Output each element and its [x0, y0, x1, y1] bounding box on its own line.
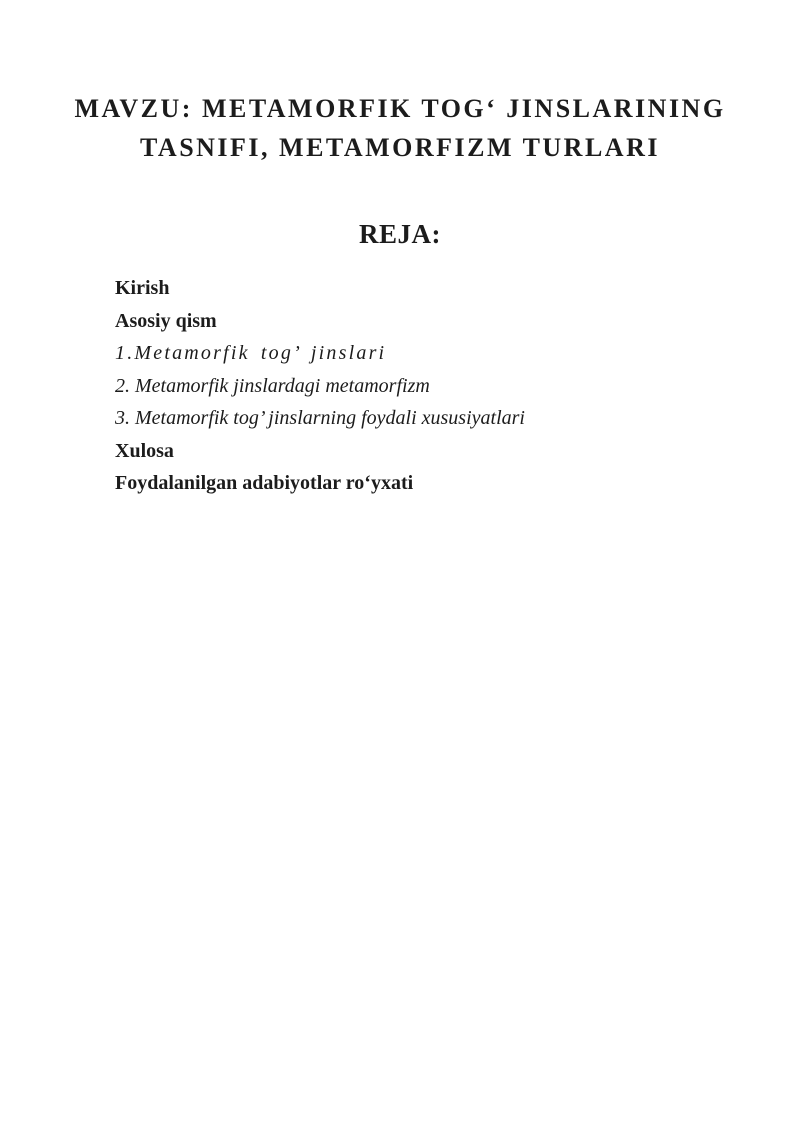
outline-item-2: 2. Metamorfik jinslardagi metamorfizm [115, 374, 430, 397]
outline-item-1: 1.Metamorfik tog’ jinslari [115, 342, 387, 364]
document-title [0, 89, 800, 167]
reja-outline-list [115, 272, 740, 500]
outline-item-adabiyotlar: Foydalanilgan adabiyotlar ro‘yxati [115, 472, 414, 494]
reja-heading: REJA: [359, 219, 441, 250]
outline-item-xulosa: Xulosa [115, 439, 174, 462]
document-title-line-1: MAVZU: METAMORFIK TOG‘ JINSLARINING [74, 94, 726, 124]
outline-item-kirish: Kirish [115, 277, 170, 299]
document-title-line-2: TASNIFI, METAMORFIZM TURLARI [140, 133, 660, 163]
outline-item-asosiy-qism: Asosiy qism [115, 309, 217, 332]
outline-item-3: 3. Metamorfik tog’ jinslarning foydali xususiyatlari [115, 407, 525, 429]
